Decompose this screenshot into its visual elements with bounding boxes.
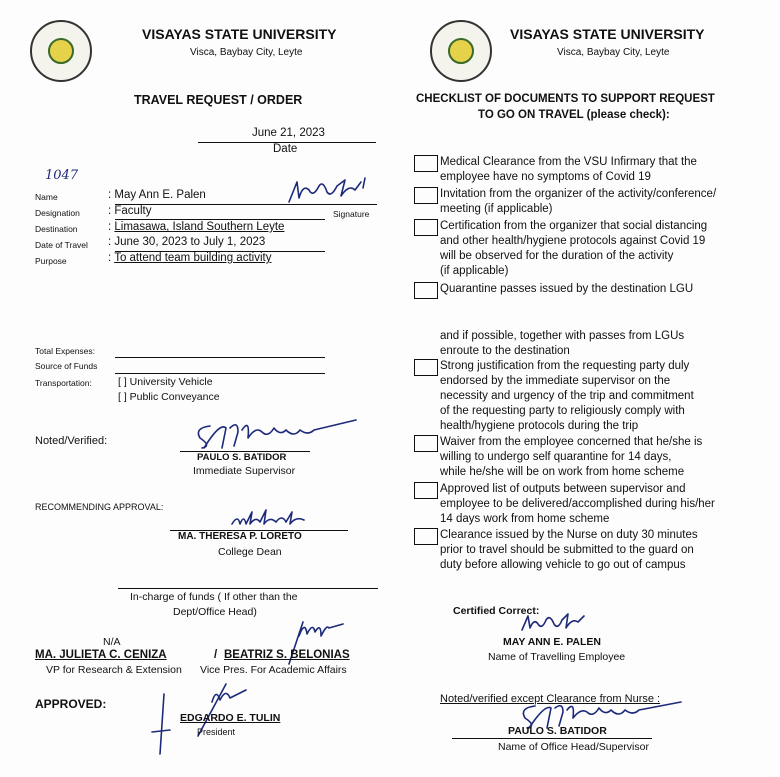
checkbox-justification[interactable]: [414, 359, 438, 376]
university-seal-right: [430, 20, 492, 82]
checklist-item-certification: Certification from the organizer that social distancing and other health/hygiene protocols against Covid 19 will be observed for the duration of the activity (if applicable): [440, 220, 708, 277]
checklist-item-medical: Medical Clearance from the VSU Infirmary that the employee have no symptoms of Covid 19: [440, 156, 697, 183]
supervisor-title: Immediate Supervisor: [193, 465, 296, 477]
field-label: Purpose: [35, 256, 67, 266]
field-label: Designation: [35, 208, 80, 218]
transportation-label: Transportation:: [35, 378, 92, 388]
checkbox-waiver[interactable]: [414, 435, 438, 452]
vp-research-name: MA. JULIETA C. CENIZA: [35, 649, 167, 661]
university-address-left: Visca, Baybay City, Leyte: [190, 47, 303, 58]
date-value: June 21, 2023: [252, 127, 325, 139]
noted-verified-label: Noted/Verified:: [35, 435, 108, 447]
designation-value: Faculty: [114, 205, 152, 217]
vp-academic-title: Vice Pres. For Academic Affairs: [200, 664, 347, 676]
checkbox-medical-clearance[interactable]: [414, 155, 438, 172]
checklist-item-nurse: Clearance issued by the Nurse on duty 30 minutes prior to travel should be submitted to the guard on duty before allowing vehicle to go out of campus: [440, 529, 698, 571]
university-name-right: VISAYAS STATE UNIVERSITY: [510, 26, 705, 42]
travel-request-document: VISAYAS STATE UNIVERSITY Visca, Baybay City, Leyte TRAVEL REQUEST / ORDER June 21, 2023 Date 1047 Name : May Ann E. Palen Designation : Faculty Destination : Limasawa, Island Southern Leyte Date of Travel : June 30, 2023 to July 1, 2023 Purpose : To attend team building activity Signature Total Expenses: Source of Funds Transportation: [ ] University Vehicle [ ] Public Conveyance Noted/Verified: PAULO S. BATIDOR Immediate Supervisor RECOMMENDING APPROVAL: MA. THERESA P. LORETO College Dean In-charge of funds ( If other than the Dept/Office Head) N/A MA. JULIETA C. CENIZA / BEATRIZ S. BELONIAS VP for Research & Extension Vice Pres. For Academic Affairs APPROVED: EDGARDO E. TULIN President VISAYAS STATE UNIVERSITY Visca, Baybay City, Leyte CHECKLIST OF DOCUMENTS TO SUPPORT REQUEST TO GO ON TRAVEL (please check): Medical Clearance from the VSU Infirmary that the employee have no symptoms of Covid 19 Invitation from the organizer of the activity/conference/ meeting (if applicable) Certification from the organizer that social distancing and other health/hygiene protocols against Covid 19 will be observed for the duration of the activity (if applicable) Quarantine passes issued by the destination LGU and if possible, together with passes from LGUs enroute to the destination Strong justification from the requesting party duly endorsed by the immediate supervisor on the necessity and urgency of the trip and commitment of the requesting party to religiously comply with health/hygiene protocols during the trip Waiver from the employee concerned that he/she is willing to undergo self quarantine for 14 days, while he/she will be on work from home scheme Approved list of outputs between supervisor and employee to be delivered/accomplished during his/her 14 days work from home scheme Clearance issued by the Nurse on duty 30 minutes prior to travel should be submitted to the guard on duty before allowing vehicle to go out of campus Certified Correct: MAY ANN E. PALEN Name of Travelling Employee Noted/verified except Clearance from Nurse : PAULO S. BATIDOR Name of Office Head/Supervisor: [0, 0, 780, 777]
vp-research-title: VP for Research & Extension: [46, 664, 182, 676]
handwritten-number: 1047: [45, 168, 79, 183]
checklist-item-justification: Strong justification from the requesting party duly endorsed by the immediate supervisor on the necessity and urgency of the trip and commitment of the requesting party to religiously comply with health/hygiene protocols during the trip: [440, 360, 694, 432]
dean-name: MA. THERESA P. LORETO: [178, 531, 302, 542]
form-title: TRAVEL REQUEST / ORDER: [134, 93, 303, 107]
source-of-funds-label: Source of Funds: [35, 361, 98, 371]
checkbox-quarantine-passes[interactable]: [414, 282, 438, 299]
field-label: Destination: [35, 224, 78, 234]
option-public-conveyance[interactable]: [ ] Public Conveyance: [118, 391, 220, 403]
signature-label: Signature: [333, 209, 370, 219]
date-label: Date: [273, 143, 298, 155]
name-value: May Ann E. Palen: [114, 189, 206, 201]
purpose-value: To attend team building activity: [114, 252, 272, 264]
destination-value: Limasawa, Island Southern Leyte: [114, 221, 285, 233]
checklist-item-quarantine: Quarantine passes issued by the destination LGU: [440, 283, 694, 295]
recommending-label: RECOMMENDING APPROVAL:: [35, 502, 164, 512]
field-label: Name: [35, 192, 58, 202]
checkbox-nurse-clearance[interactable]: [414, 528, 438, 545]
president-title: President: [197, 727, 236, 737]
na-text: N/A: [103, 636, 121, 648]
checklist-title-2: TO GO ON TRAVEL (please check):: [478, 109, 670, 121]
approved-label: APPROVED:: [35, 697, 107, 711]
noted-except-label: Noted/verified except Clearance from Nurse :: [440, 693, 661, 705]
checklist-item-waiver: Waiver from the employee concerned that he/she is willing to undergo self quarantine for 14 days, while he/she will be on work from home scheme: [440, 436, 703, 478]
university-name-left: VISAYAS STATE UNIVERSITY: [142, 26, 337, 42]
travel-date-value: June 30, 2023 to July 1, 2023: [114, 236, 266, 248]
funds-incharge-label-2: Dept/Office Head): [173, 606, 257, 618]
dean-title: College Dean: [218, 546, 282, 558]
certified-correct-label: Certified Correct:: [453, 605, 540, 617]
president-name: EDGARDO E. TULIN: [180, 712, 281, 724]
vp-academic-name: BEATRIZ S. BELONIAS: [224, 649, 350, 661]
university-address-right: Visca, Baybay City, Leyte: [557, 47, 670, 58]
office-head-title: Name of Office Head/Supervisor: [498, 741, 649, 753]
dean-signature: [230, 508, 310, 528]
checkbox-certification[interactable]: [414, 219, 438, 236]
supervisor-signature: [190, 418, 360, 450]
applicant-signature: [285, 176, 375, 206]
university-seal-left: [30, 20, 92, 82]
employee-title: Name of Travelling Employee: [488, 651, 626, 663]
checklist-item-outputs: Approved list of outputs between supervisor and employee to be delivered/accomplished during his/her 14 days work from home scheme: [440, 483, 715, 525]
total-expenses-label: Total Expenses:: [35, 346, 96, 356]
checklist-title: CHECKLIST OF DOCUMENTS TO SUPPORT REQUEST: [416, 93, 715, 105]
employee-name: MAY ANN E. PALEN: [503, 636, 602, 648]
checklist-item-invitation: Invitation from the organizer of the activity/conference/ meeting (if applicable): [440, 188, 717, 215]
funds-incharge-label: In-charge of funds ( If other than the: [130, 591, 298, 603]
checklist-item-quarantine-continued: and if possible, together with passes from LGUs enroute to the destination: [440, 330, 685, 357]
checkbox-invitation[interactable]: [414, 187, 438, 204]
field-label: Date of Travel: [35, 240, 88, 250]
checkbox-outputs[interactable]: [414, 482, 438, 499]
option-university-vehicle[interactable]: [ ] University Vehicle: [118, 376, 213, 388]
supervisor-name: PAULO S. BATIDOR: [197, 452, 287, 463]
office-head-name: PAULO S. BATIDOR: [508, 725, 607, 737]
slash: /: [214, 649, 218, 661]
